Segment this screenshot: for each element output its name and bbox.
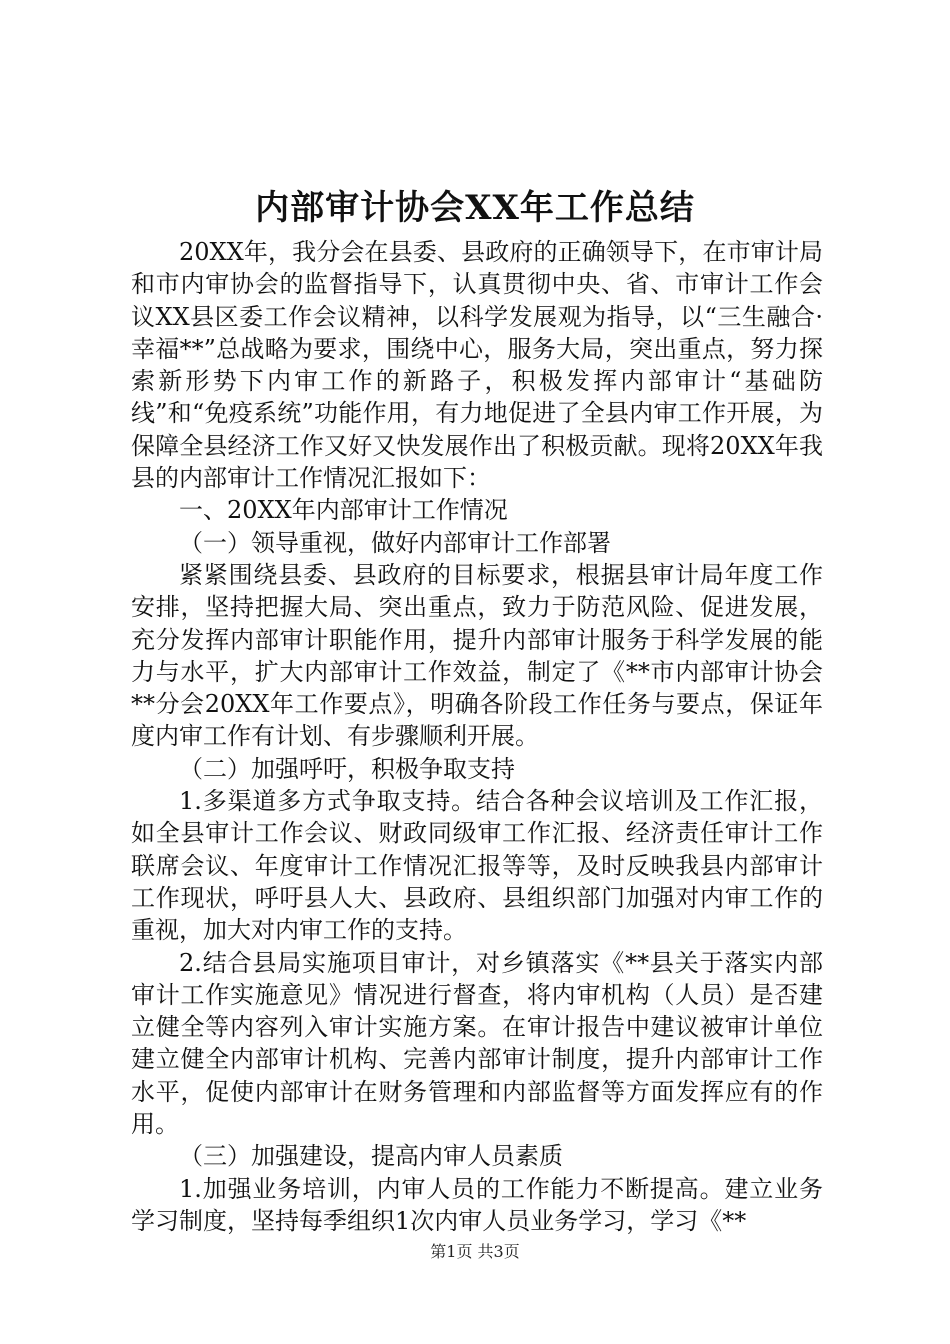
- body-paragraph: 1.多渠道多方式争取支持。结合各种会议培训及工作汇报，如全县审计工作会议、财政同级审工作汇报、经济责任审计工作联席会议、年度审计工作情况汇报等等，及时反映我县内部审计工作现状，呼吁县人大、县政府、县组织部门加强对内审工作的重视，加大对内审工作的支持。: [131, 787, 823, 945]
- document-body: [131, 236, 823, 1237]
- body-paragraph: 紧紧围绕县委、县政府的目标要求，根据县审计局年度工作安排，坚持把握大局、突出重点，致力于防范风险、促进发展，充分发挥内部审计职能作用，提升内部审计服务于科学发展的能力与水平，扩大内部审计工作效益，制定了《**市内部审计协会**分会20XX年工作要点》，明确各阶段工作任务与要点，保证年度内审工作有计划、有步骤顺利开展。: [131, 560, 823, 751]
- subsection-heading-1: （一）领导重视，做好内部审计工作部署: [179, 528, 611, 557]
- document-title: 内部审计协会XX年工作总结: [255, 188, 695, 228]
- subsection-heading-3: （三）加强建设，提高内审人员素质: [179, 1142, 563, 1171]
- subsection-heading-2: （二）加强呼吁，积极争取支持: [179, 754, 515, 783]
- body-paragraph: 1.加强业务培训，内审人员的工作能力不断提高。建立业务学习制度，坚持每季组织1次内审人员业务学习，学习《**: [131, 1174, 823, 1235]
- body-paragraph: 2.结合县局实施项目审计，对乡镇落实《**县关于落实内部审计工作实施意见》情况进行督查，将内审机构（人员）是否建立健全等内容列入审计实施方案。在审计报告中建议被审计单位建立健全内部审计机构、完善内部审计制度，提升内部审计工作水平，促使内部审计在财务管理和内部监督等方面发挥应有的作用。: [131, 948, 823, 1139]
- section-heading-1: 一、20XX年内部审计工作情况: [179, 496, 508, 525]
- intro-paragraph: 20XX年，我分会在县委、县政府的正确领导下，在市审计局和市内审协会的监督指导下，认真贯彻中央、省、市审计工作会议XX县区委工作会议精神，以科学发展观为指导，以“三生融合·幸福**”总战略为要求，围绕中心，服务大局，突出重点，努力探索新形势下内审工作的新路子，积极发挥内部审计“基础防线”和“免疫系统”功能作用，有力地促进了全县内审工作开展，为保障全县经济工作又好又快发展作出了积极贡献。现将20XX年我县的内部审计工作情况汇报如下：: [131, 238, 823, 493]
- page-footer: 第1页 共3页: [430, 1242, 520, 1261]
